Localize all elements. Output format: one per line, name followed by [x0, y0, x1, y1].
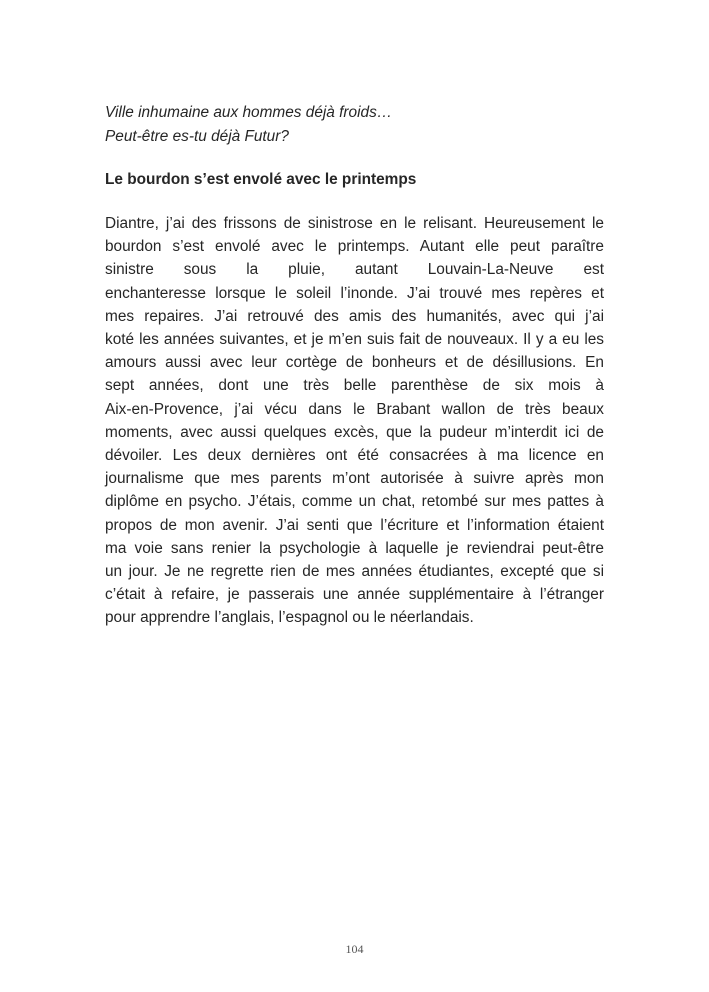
paragraph-line: enchanteresse lorsque le soleil l’inonde. J’ai trouvé mes repères et: [105, 284, 604, 302]
paragraph-line: Diantre, j’ai des frissons de sinistrose en le relisant. Heureusement le: [105, 215, 604, 232]
paragraph-line: bourdon s’est envolé avec le printemps. Autant elle peut paraître: [105, 238, 604, 256]
paragraph-line: amours aussi avec leur cortège de bonheurs et de désillusions. En: [105, 354, 604, 372]
paragraph-line: ma voie sans renier la psychologie à laquelle je reviendrai peut-être: [105, 539, 604, 557]
body-paragraph: [105, 212, 604, 630]
paragraph-line: diplôme en psycho. J’étais, comme un chat, retombé sur mes pattes à: [105, 493, 604, 511]
paragraph-line: journalisme que mes parents m’ont autorisée à suivre après mon: [105, 470, 604, 488]
page-content: [105, 101, 604, 630]
paragraph-line: mes repaires. J’ai retrouvé des amis des humanités, avec qui j’ai: [105, 307, 604, 325]
epigraph-line-2: Peut-être es-tu déjà Futur?: [105, 128, 289, 145]
paragraph-line: dévoiler. Les deux dernières ont été consacrées à ma licence en: [105, 447, 604, 465]
paragraph-line: sept années, dont une très belle parenthèse de six mois à: [105, 377, 604, 395]
paragraph-line: c’était à refaire, je passerais une année supplémentaire à l’étranger: [105, 586, 604, 604]
paragraph-line: Aix-en-Provence, j’ai vécu dans le Brabant wallon de très beaux: [105, 400, 604, 418]
paragraph-line: sinistre sous la pluie, autant Louvain-La-Neuve est: [105, 261, 604, 279]
page-number: 104: [345, 942, 364, 956]
paragraph-line: moments, avec aussi quelques excès, que la pudeur m’interdit ici de: [105, 423, 604, 441]
epigraph: [105, 101, 604, 149]
epigraph-line-1: Ville inhumaine aux hommes déjà froids…: [105, 104, 393, 121]
paragraph-line: propos de mon avenir. J’ai senti que l’écriture et l’information étaient: [105, 516, 604, 534]
paragraph-line: koté les années suivantes, et je m’en suis fait de nouveaux. Il y a eu les: [105, 331, 604, 349]
paragraph-line: un jour. Je ne regrette rien de mes années étudiantes, excepté que si: [105, 563, 604, 581]
section-title: Le bourdon s’est envolé avec le printemps: [105, 171, 417, 188]
paragraph-line: pour apprendre l’anglais, l’espagnol ou le néerlandais.: [105, 609, 474, 627]
